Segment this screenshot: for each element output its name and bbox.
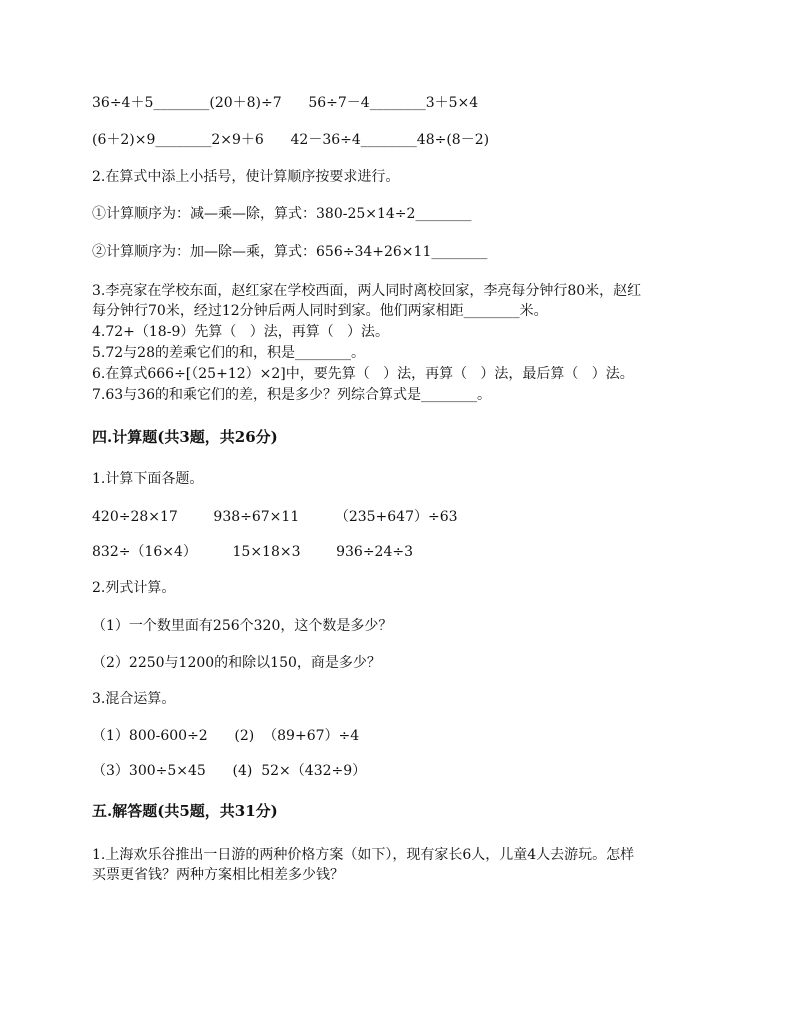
- section-4-heading: 四.计算题(共3题，共26分): [92, 428, 278, 446]
- q4: 4.72+（18-9）先算（ ）法，再算（ ）法。: [92, 324, 390, 340]
- q3-line-2: 每分钟行70米，经过12分钟后两人同时到家。他们两家相距________米。: [92, 303, 548, 319]
- s4-p2-title: 2.列式计算。: [92, 580, 176, 596]
- s4-p3-row-1: （1）800-600÷2 (2) （89+67）÷4: [92, 728, 360, 744]
- s4-p3-title: 3.混合运算。: [92, 691, 176, 707]
- q2-item-2: ②计算顺序为：加—除—乘，算式：656÷34+26×11________: [92, 244, 488, 260]
- s4-p1-row-1: 420÷28×17 938÷67×11 （235+647）÷63: [92, 509, 458, 525]
- s4-p2-item-2: （2）2250与1200的和除以150，商是多少？: [92, 655, 381, 671]
- s5-q1-line-1: 1.上海欢乐谷推出一日游的两种价格方案（如下），现有家长6人，儿童4人去游玩。怎样: [92, 847, 635, 863]
- q2-title: 2.在算式中添上小括号，使计算顺序按要求进行。: [92, 169, 400, 185]
- s5-q1-line-2: 买票更省钱？两种方案相比相差多少钱？: [92, 867, 344, 883]
- s4-p3-row-2: （3）300÷5×45 (4) 52×（432÷9）: [92, 763, 367, 779]
- q2-item-1: ①计算顺序为：减—乘—除，算式：380-25×14÷2________: [92, 206, 472, 222]
- s4-p2-item-1: （1）一个数里面有256个320，这个数是多少？: [92, 618, 393, 634]
- q7: 7.63与36的和乘它们的差，积是多少？列综合算式是________。: [92, 387, 491, 403]
- q6: 6.在算式666÷[（25+12）×2]中，要先算（ ）法，再算（ ）法，最后算（ ）法。: [92, 366, 634, 382]
- compare-row-1: 36÷4＋5________(20＋8)÷7 56÷7－4________3＋5×4: [92, 95, 479, 111]
- section-5-heading: 五.解答题(共5题，共31分): [92, 802, 278, 820]
- s4-p1-title: 1.计算下面各题。: [92, 471, 204, 487]
- q3-line-1: 3.李亮家在学校东面，赵红家在学校西面，两人同时离校回家，李亮每分钟行80米，赵红: [92, 283, 642, 299]
- s4-p1-row-2: 832÷（16×4） 15×18×3 936÷24÷3: [92, 544, 414, 560]
- compare-row-2: (6＋2)×9________2×9＋6 42－36÷4________48÷(8－2): [92, 132, 490, 148]
- q5: 5.72与28的差乘它们的和，积是________。: [92, 345, 365, 361]
